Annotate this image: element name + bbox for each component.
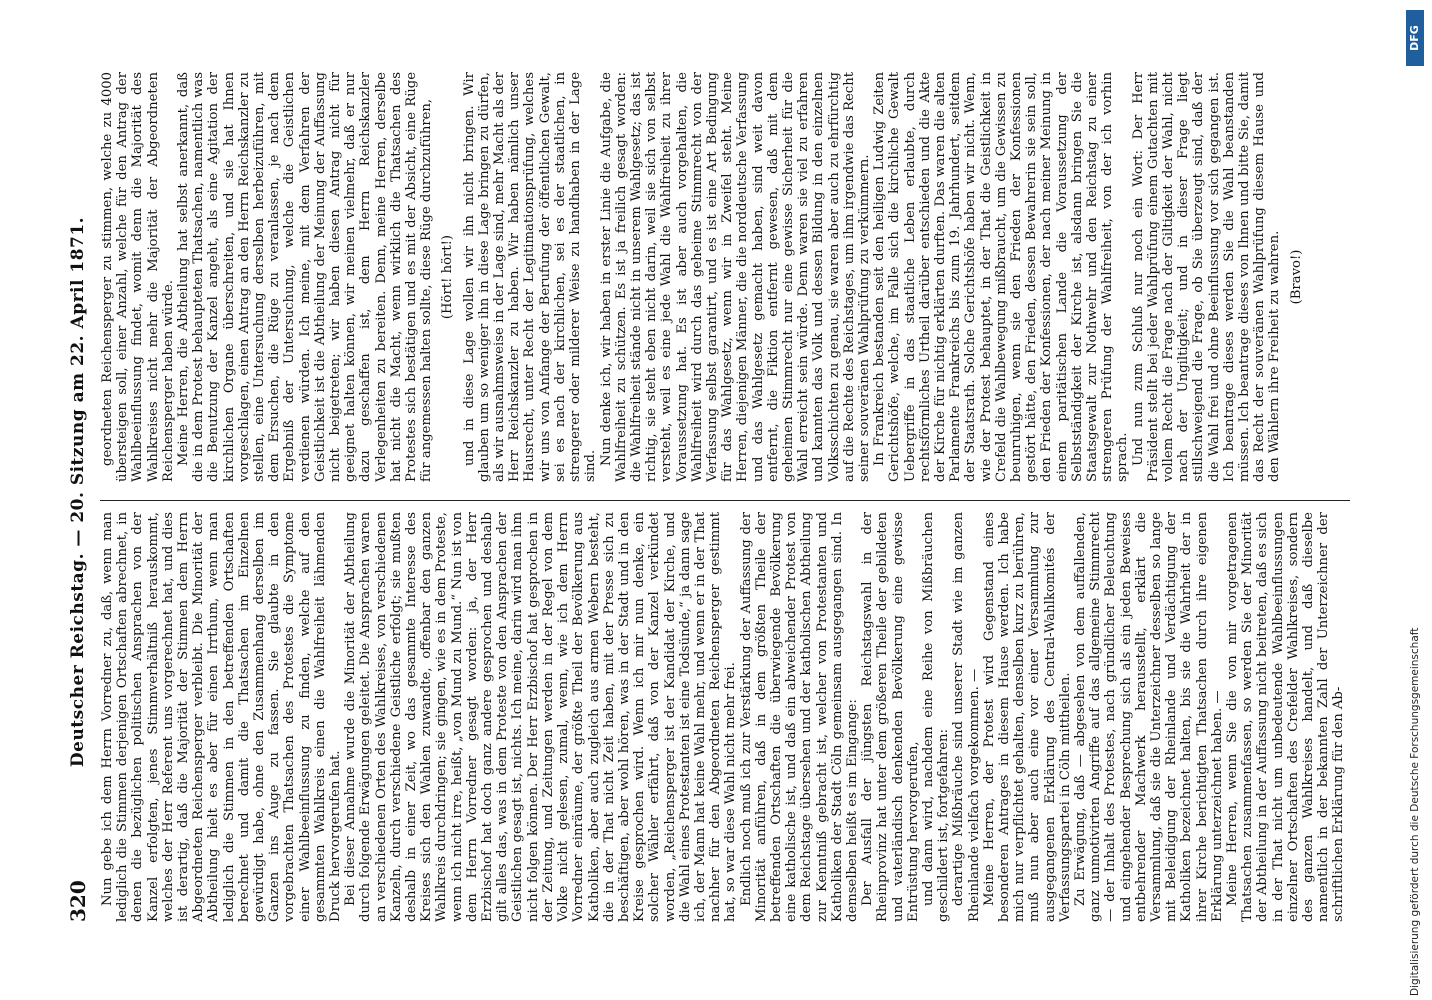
left-paragraph: Nun gebe ich dem Herrn Vorredner zu, daß, wenn man lediglich die Stimmen derjenigen Ortschaften abrechnet, in denen die bezüglichen politischen Ansprachen von der Kanzel erfolgten, jenes Stimmverhältniß herauskommt, welches der Herr Referent uns vorgerechnet hat, und dies ist derartig, daß die Majorität der Stimmen dem Herrn Abgeordneten Reichensperger verbleibt. Die Minorität der Abtheilung hielt es aber für einen Irrthum, wenn man lediglich die Stimmen in den betreffenden Ortschaften berechnet und damit die Thatsachen im Einzelnen gewürdigt habe, ohne den Zusammenhang derselben im Ganzen ins Auge zu fassen. Sie glaubte in den vorgebrachten Thatsachen des Protestes die Symptome einer Wahlbeeinflussung zu finden, welche auf den gesammten Wahlkreis einen die Wahlfreiheit lähmenden Druck hervorgerufen hat.	[100, 512, 344, 922]
left-paragraph: Meine Herren, wenn Sie die von mir vorgetragenen Thatsachen zusammenfassen, so werden Sie der Minorität der Abtheilung in der Auffassung nicht beitreten, daß es sich in der That nicht um unbedeutende Wahlbeeinflussungen einzelner Ortschaften des Crefelder Wahlkreises, sondern des ganzen Wahlkreises handelt, und daß dieselbe namentlich in der bekannten Zahl der Unterzeichner der schriftlichen Erklärung für den Ab-	[1225, 512, 1347, 922]
left-paragraph: Meine Herren, der Protest wird Gegenstand eines besonderen Antrages in diesem Hause werden. Ich habe mich nur verpflichtet gehalten, denselben kurz zu berühren, muß nun aber auch eine vor einer Versammlung zur ausgegangenen Erklärung des Central-Wahlkomités der Verfassungspartei in Cöln mittheilen.	[981, 512, 1073, 922]
right-paragraph: Nun denke ich, wir haben in erster Linie die Aufgabe, die Wahlfreiheit zu schützen. Es ist ja freilich gesagt worden: die Wahlfreiheit stände nicht in unserem Wahlgesetz; das ist richtig, sie steht eben nicht darin, weil sie sich von selbst versteht, weil es eine jede Wahl die Wahlfreiheit zu ihrer Voraussetzung hat. Es ist aber auch vorgehalten, die Wahlfreiheit wird durch das geheime Stimmrecht von der Verfassung selbst garantirt, und es ist eine Art Bedingung für das Wahlgesetz, wenn wir in Zweifel steht. Meine Herren, diejenigen Männer, die die norddeutsche Verfassung und das Wahlgesetz gemacht haben, sind weit davon entfernt, die Fiktion entfernt gewesen, daß mit dem geheimen Stimmrecht nur eine gewisse Sicherheit für die Wahl erreicht sein würde. Denn waren sie viel zu erfahren und kannten das Volk und dessen Bildung in den einzelnen Volksschichten zu genau, sie waren aber auch zu ehrfürchtig auf die Rechte des Reichstages, um ihm irgendwie das Recht seiner souveränen Wahlprüfung zu verkümmern.	[598, 72, 872, 482]
left-column	[100, 512, 1350, 922]
right-paragraph: Meine Herren, die Abtheilung hat selbst anerkannt, daß die in dem Protest behaupteten Thatsachen, namentlich was die Benutzung der Kanzel angeht, als eine Agitation der kirchlichen Organe überschreiten, und sie hat Ihnen vorgeschlagen, einen Antrag an den Herrn Reichskanzler zu stellen, eine Untersuchung derselben herbeizuführen, mit dem Ersuchen, die Rüge zu veranlassen, je nach dem Ergebniß der Untersuchung, welche die Geistlichen verdienen würden. Ich meine, mit dem Verfahren der Geistlichkeit ist die Abtheilung der Meinung der Auffassung nicht beigetreten; wir haben diesen Antrag nicht für geeignet halten können, wir meinen vielmehr, daß er nur dazu geschaffen ist, dem Herrn Reichskanzler Verlegenheiten zu bereiten. Denn, meine Herren, derselbe hat nicht die Macht, wenn wirklich die Thatsachen des Protestes sich bestätigen und es mit der Absicht, eine Rüge für angemessen halten sollte, diese Rüge durchzuführen,	[176, 72, 435, 482]
page-header	[58, 62, 98, 922]
page-number: 320	[66, 880, 90, 922]
dfg-logo-text: DFG	[1408, 25, 1421, 51]
right-column	[100, 72, 1350, 482]
right-paragraph: In Frankreich bestanden seit den heiligen Ludwig Zeiten Gerichtshöfe, welche, im Falle sich die kirchliche Gewalt Uebergriffe in das staatliche Leben erlaubte, durch rechtsförmliches Urtheil darüber entschieden und die Akte der Kirche für nichtig erklärten durften. Das waren die alten Parlamente Frankreichs bis zum 19. Jahrhundert, seitdem der Staatsrath. Solche Gerichtshöfe haben wir nicht. Wenn, wie der Protest behauptet, in der That die Geistlichkeit in Crefeld die Wahlbewegung mißbraucht, um die Gewissen zu beunruhigen, wenn sie den Frieden der Konfessionen gestört hätte, den Frieden, dessen Bewahrerin sie sein soll, den Frieden der Konfessionen, der nach meiner Meinung in einem paritätischen Lande die Voraussetzung der Selbstständigkeit der Kirche ist, alsdann bringen Sie die Staatsgewalt zur Nothwehr und den Reichstag zu einer strengeren Prüfung der Wahlfreiheit, von der ich vorhin sprach.	[872, 72, 1131, 482]
column-divider	[100, 500, 1350, 501]
digitization-credit: Digitalisierung gefördert durch die Deutsche Forschungsgemeinschaft	[1409, 627, 1421, 996]
right-paragraph: geordneten Reichensperger zu stimmen, welche zu 4000 übersteigen soll, einer Anzahl, welche für den Antrag der Wahlbeeinflussung findet, womit denn die Majorität des Wahlkreises nicht mehr die Majorität der Abgeordneten Reichensperger haben würde.	[100, 72, 176, 482]
right-paragraph: Und nun zum Schluß nur noch ein Wort: Der Herr Präsident stellt bei jeder Wahlprüfung einem Gutachten mit vollem Recht die Frage nach der Giltigkeit der Wahl, nicht nach der Ungiltigkeit; und in dieser Frage liegt stillschweigend die Frage, ob Sie überzeugt sind, daß der die Wahl frei und ohne Beeinflussung vor sich gegangen ist. Ich beantrage dieses werden Sie die Wahl beanstanden müssen. Ich beantrage dieses von Ihnen und bitte Sie, damit das Recht der souveränen Wahlprüfung diesem Hause und den Wählern ihre Freiheit zu wahren.	[1130, 72, 1283, 482]
right-paragraph: und in diese Lage wollen wir ihn nicht bringen. Wir glauben um so weniger ihn in diese Lage bringen zu dürfen, als wir ausnahmsweise in der Lage sind, mehr Macht als der Herr Reichskanzler zu haben. Wir haben nämlich unser Hausrecht, unter Recht der Legitimationsprüfung, welches wir uns von Anfange der Berufung der öffentlichen Gewalt, sei es nach der kirchlichen, sei es der staatlichen, in strengerer oder milderer Weise zu handhaben in der Lage sind.	[461, 72, 599, 482]
running-head: Deutscher Reichstag. — 20. Sitzung am 22. April 1871.	[68, 216, 88, 768]
left-quote: Zu Erwägung, daß — abgesehen von dem auffallenden, ganz unmotivirten Angriffe auf das allgemeine Stimmrecht — der Inhalt des Protestes, nach gründlicher Beleuchtung und eingehender Besprechung sich als ein jeden Beweises entbehrender Machwerk herausstellt, erklärt die Versammlung, daß sie die Unterzeichner desselben so lange mit Beleidigung der Rheinlande und Verdächtigung der Katholiken bezeichnet halten, bis sie die Wahrheit der in ihrer Kirche berichtigten Thatsachen durch ihre eigenen Erklärung unterzeichnet haben. —	[1073, 512, 1225, 922]
left-paragraph: und dann wird, nachdem eine Reihe von Mißbräuchen geschildert ist, fortgefahren:	[920, 512, 952, 922]
left-quote: Der Ausfall der jüngsten Reichstagswahl in der Rheinprovinz hat unter dem größeren Theile der gebildeten und vaterländisch denkenden Bevölkerung eine gewisse Entrüstung hervorgerufen,	[860, 512, 921, 922]
interjection: (Bravo!)	[1288, 249, 1304, 305]
dfg-logo	[1406, 10, 1424, 66]
interjection: (Hört! hört!)	[440, 234, 456, 320]
digitization-note	[1402, 4, 1428, 996]
left-paragraph: Bei dieser Annahme wurde die Minorität der Abtheilung durch folgende Erwägungen geleitet. Die Ansprachen waren an verschiedenen Orten des Wahlkreises, von verschiedenen Kanzeln, durch verschiedene Geistliche erfolgt; sie mußten deshalb in einer Zeit, wo das gesammte Interesse des Kreises sich den Wahlen zuwandte, offenbar den ganzen Wahlkreis durchdringen; sie gingen, wie es in dem Proteste, wenn ich nicht irre, heißt, „von Mund zu Mund.“ Nun ist von dem Herrn Vorredner gesagt worden: ja, der Herr Erzbischof hat doch ganz andere gesprochen und deshalb gilt alles das, was in dem Proteste von den Ansprachen der Geistlichen gesagt ist, nichts. Ich meine, darin wird man ihm nicht folgen können. Der Herr Erzbischof hat gesprochen in der Zeitung, und Zeitungen werden in der Regel von dem Volke nicht gelesen, zumal, wenn, wie ich dem Herrn Vorredner einräume, der größte Theil der Bevölkerung aus Katholiken, aber auch zugleich aus armen Webern besteht, die in der That nicht Zeit haben, mit der Presse sich zu beschäftigen, aber wohl hören, was in der Stadt und in den Kreise gesprochen wird. Wenn ich mir nun denke, ein solcher Wähler erfährt, daß von der Kanzel verkündet worden, „Reichensperger ist der Kandidat der Kirche, und die Wahl eines Protestanten ist eine Todsünde,“ ja dann sage ich, der Mann hat keine Wahl mehr, und wenn er in der That nachher für den Abgeordneten Reichensperger gestimmt hat, so war diese Wahl nicht mehr frei.	[343, 512, 739, 922]
left-quote: derartige Mißbräuche sind unserer Stadt wie im ganzen Rheinlande vielfach vorgekommen. —	[951, 512, 982, 922]
left-paragraph: Endlich noch muß ich zur Verstärkung der Auffassung der Minorität anführen, daß in dem größten Theile der betreffenden Ortschaften die überwiegende Bevölkerung eine katholische ist, und daß ein abweichender Protest von dem Reichstage übersehen und der katholischen Abtheilung zur Kenntniß gebracht ist, welcher von Protestanten und Katholiken der Stadt Cöln gemeinsam ausgegangen sind. In demselben heißt es im Eingange:	[738, 512, 860, 922]
